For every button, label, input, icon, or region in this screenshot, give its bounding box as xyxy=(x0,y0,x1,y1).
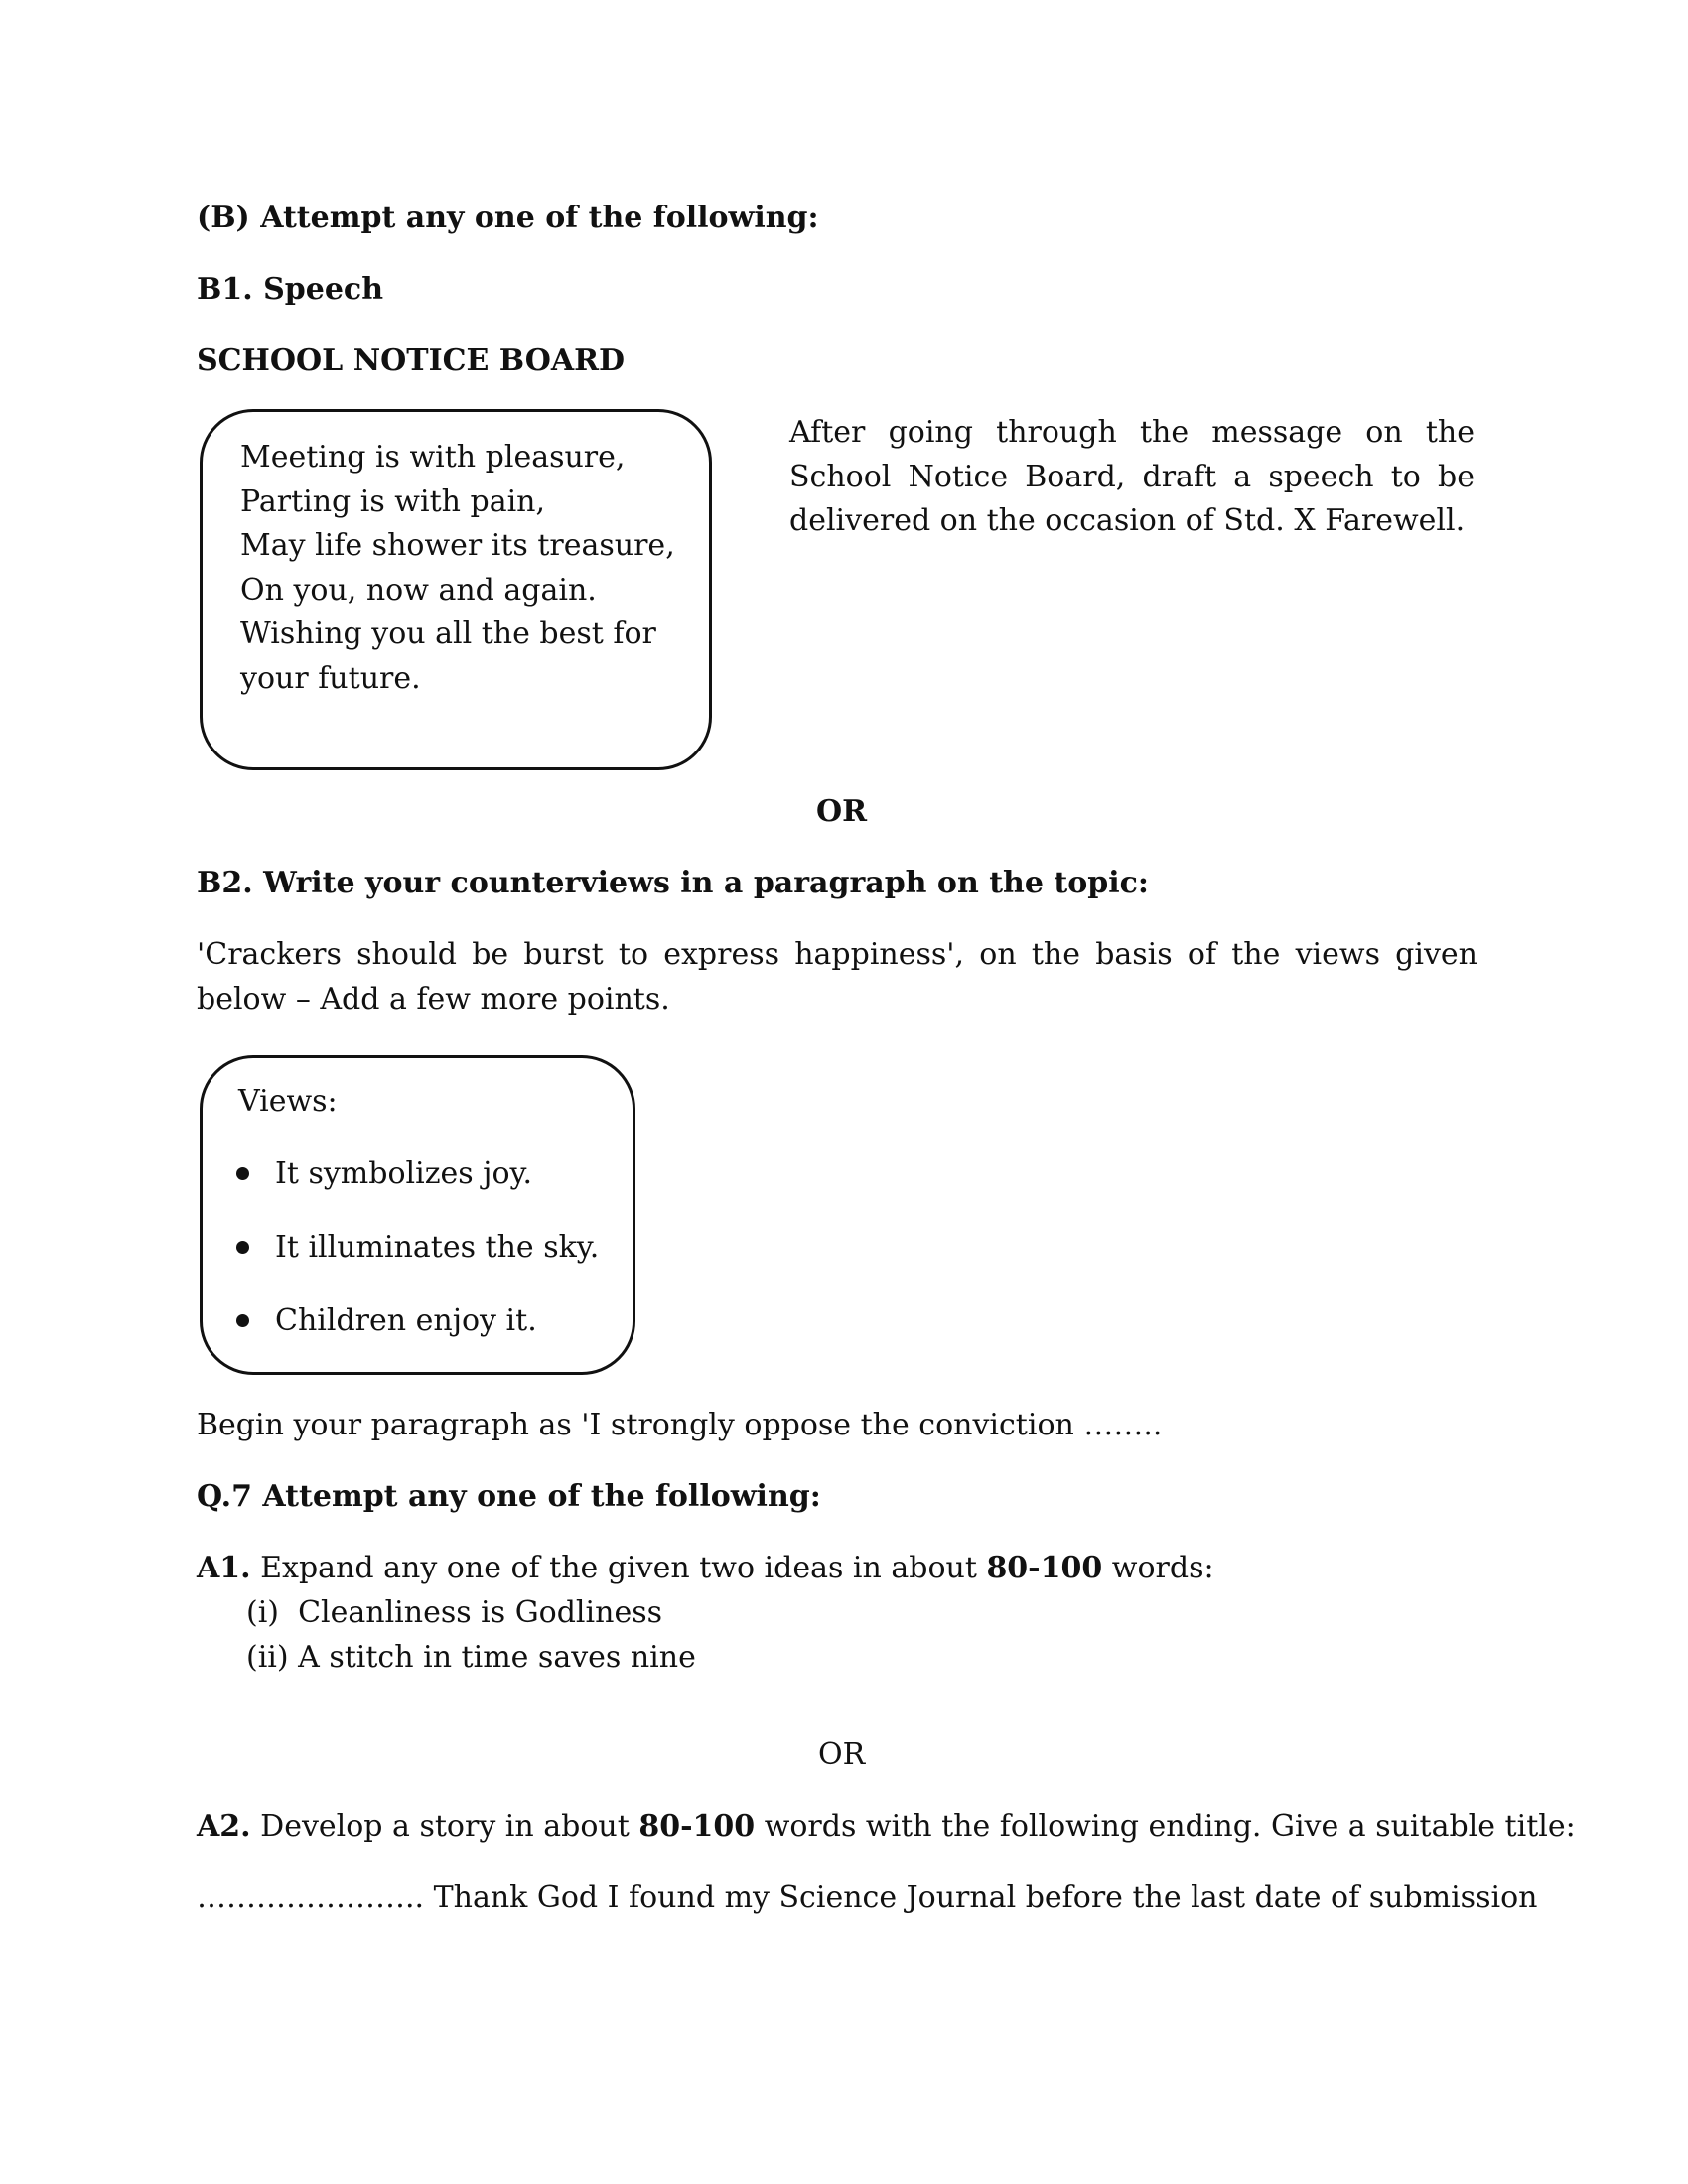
view-item: Children enjoy it. xyxy=(236,1303,537,1338)
notice-line: On you, now and again. xyxy=(240,572,597,608)
notice-board-title: SCHOOL NOTICE BOARD xyxy=(197,343,626,378)
a1-option: (ii) A stitch in time saves nine xyxy=(246,1640,696,1675)
a1-option: (i) Cleanliness is Godliness xyxy=(246,1595,662,1630)
notice-line: Parting is with pain, xyxy=(240,483,546,519)
notice-line: Meeting is with pleasure, xyxy=(240,440,626,475)
bullet-icon xyxy=(236,1314,249,1327)
a1-question: A1. Expand any one of the given two ideas in about 80-100 words: xyxy=(197,1551,1214,1585)
view-item: It symbolizes joy. xyxy=(236,1157,532,1191)
bullet-icon xyxy=(236,1241,249,1254)
b2-title: B2. Write your counterviews in a paragraph on the topic: xyxy=(197,866,1149,900)
a2-question: A2. Develop a story in about 80-100 words with the following ending. Give a suitable title: xyxy=(197,1809,1576,1843)
or-separator: OR xyxy=(816,794,868,829)
q7-heading: Q.7 Attempt any one of the following: xyxy=(197,1479,821,1514)
b2-topic: 'Crackers should be burst to express happiness', on the basis of the views given below – Add a few more points. xyxy=(197,937,1477,1017)
notice-message xyxy=(240,436,675,701)
b1-title: B1. Speech xyxy=(197,272,384,307)
notice-line: Wishing you all the best for xyxy=(240,616,656,651)
notice-line: your future. xyxy=(240,660,421,696)
a2-story-ending: ………………….. Thank God I found my Science Journal before the last date of submission xyxy=(197,1880,1538,1915)
bullet-icon xyxy=(236,1167,249,1180)
or-separator: OR xyxy=(818,1737,866,1772)
section-b-heading: (B) Attempt any one of the following: xyxy=(197,201,819,235)
notice-board-box xyxy=(200,409,712,770)
views-label: Views: xyxy=(238,1084,338,1119)
view-item: It illuminates the sky. xyxy=(236,1230,599,1265)
b2-begin-instruction: Begin your paragraph as 'I strongly oppose the conviction …….. xyxy=(197,1408,1163,1442)
b1-instruction: After going through the message on the School Notice Board, draft a speech to be delivered on the occasion of Std. X Farewell. xyxy=(789,415,1475,538)
notice-line: May life shower its treasure, xyxy=(240,528,675,563)
views-box xyxy=(200,1055,635,1375)
